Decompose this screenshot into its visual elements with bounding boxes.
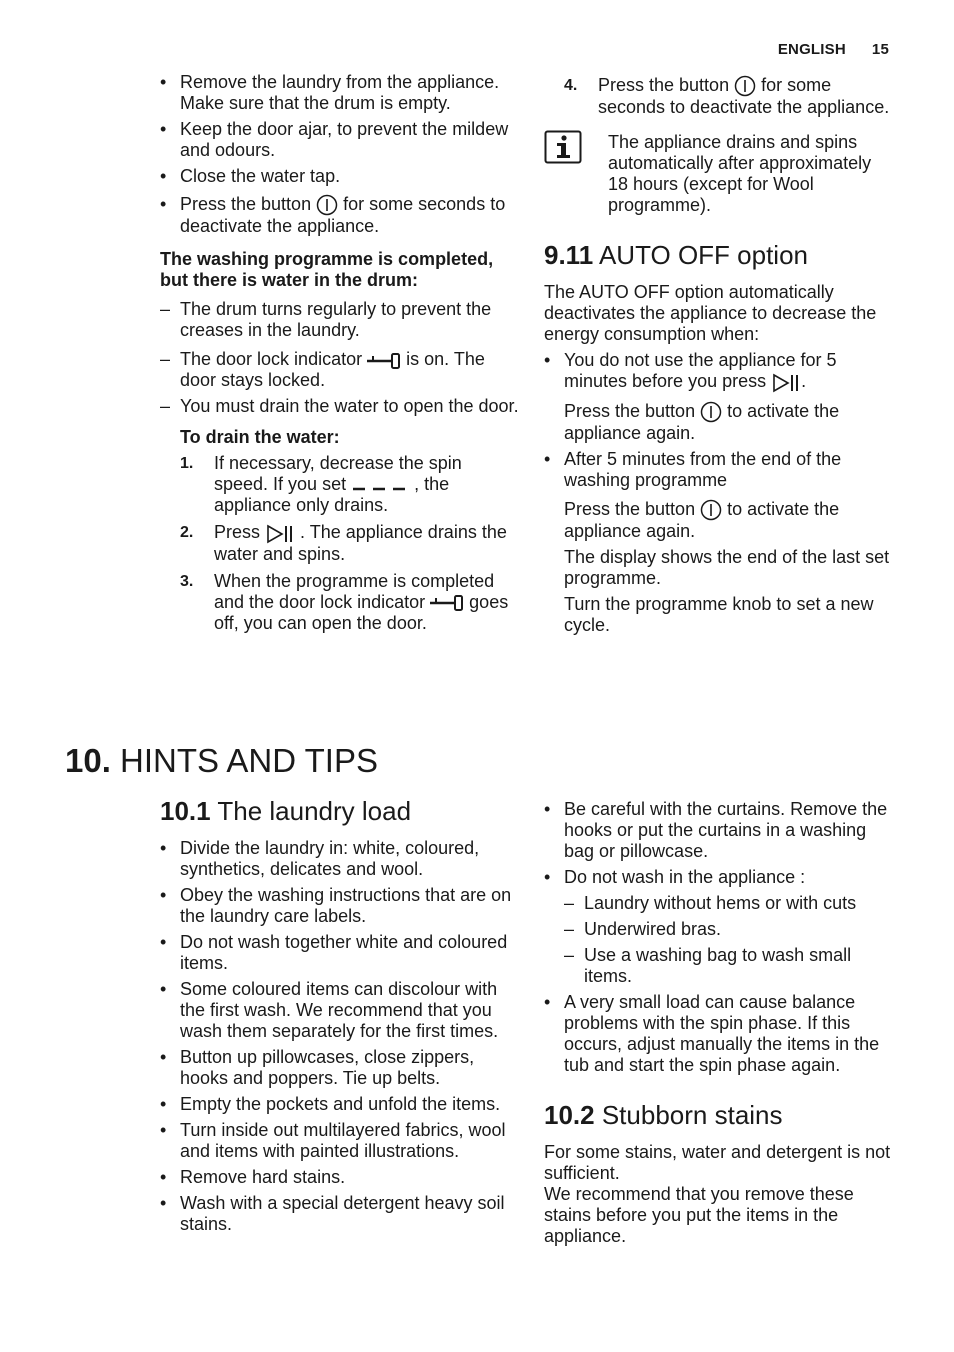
list-item-text: A very small load can cause balance problems with the spin phase. If this occurs, adjust manually the items in the tub and start the spin phase again. [564, 992, 880, 1075]
list-item [160, 1193, 520, 1235]
list-item-text: for some seconds to deactivate the appliance. [180, 194, 506, 237]
list-item [160, 1120, 520, 1162]
auto-off-intro: The AUTO OFF option automatically deactivates the appliance to decrease the energy consumption when: [544, 282, 877, 345]
list-item-text: Press the button [598, 75, 730, 95]
list-item-text: You must drain the water to open the door. [180, 396, 519, 417]
power-button-icon [700, 401, 722, 423]
list-item-text: Button up pillowcases, close zippers, hooks and poppers. Tie up belts. [180, 1047, 475, 1088]
list-item-text: Press the button [564, 498, 696, 519]
laundry-load-section [160, 796, 520, 1240]
list-item [564, 893, 896, 914]
list-item [160, 396, 520, 417]
step-number: 2. [180, 524, 194, 542]
info-icon [544, 130, 582, 164]
list-item [160, 194, 520, 237]
list-item-text: Wash with a special detergent heavy soil stains. [180, 1193, 505, 1234]
list-item-text: Obey the washing instructions that are on the laundry care labels. [180, 885, 512, 926]
list-item-text: After 5 minutes from the end of the washing programme [564, 448, 842, 490]
list-item [180, 571, 520, 634]
door-lock-indicator-icon [430, 595, 464, 611]
list-item-text: Press [214, 522, 261, 543]
stubborn-para-2: We recommend that you remove these stains before you put the items in the appliance. [544, 1184, 854, 1246]
language-label: ENGLISH [777, 41, 846, 58]
list-item [160, 119, 520, 161]
list-item-text: When the programme is completed and the door lock indicator [214, 570, 495, 612]
section-title-text: The laundry load [217, 796, 412, 826]
drain-only-dashes-icon [351, 480, 409, 492]
drum-water-subheading: The washing programme is completed, but there is water in the drum: [160, 249, 494, 291]
list-item [160, 349, 520, 391]
right-top-column [544, 75, 894, 641]
list-item [544, 867, 896, 888]
section-number: 10.2 [544, 1100, 595, 1130]
door-lock-indicator-icon [367, 353, 401, 369]
step-number: 3. [180, 572, 194, 590]
power-button-icon [316, 194, 338, 216]
list-item [160, 838, 520, 880]
list-item-text: The door lock indicator [180, 349, 363, 370]
section-title-stubborn-stains [544, 1100, 896, 1130]
page-header [778, 39, 889, 60]
list-item [544, 75, 894, 118]
section-number: 10.1 [160, 796, 211, 826]
chapter-number: 10. [65, 742, 111, 779]
drain-heading: To drain the water: [180, 427, 340, 448]
list-item [160, 932, 520, 974]
list-item-paragraph [544, 401, 894, 444]
list-item-text: You do not use the appliance for 5 minutes before you press [564, 350, 837, 392]
power-button-icon [734, 75, 756, 97]
list-item-text: . [801, 371, 807, 392]
list-item-paragraph [544, 499, 894, 542]
list-item-text: Do not wash in the appliance : [564, 867, 806, 887]
list-item [160, 72, 520, 114]
list-item [160, 166, 520, 187]
section-title-laundry-load [160, 796, 520, 826]
list-item-text: goes off, you can open the door. [214, 591, 509, 633]
list-item-text: Empty the pockets and unfold the items. [180, 1094, 501, 1114]
knob-text: Turn the programme knob to set a new cycle. [564, 594, 874, 635]
list-item-text: Underwired bras. [584, 919, 722, 939]
step-number: 1. [180, 455, 194, 473]
list-item-text: Turn inside out multilayered fabrics, wool and items with painted illustrations. [180, 1120, 506, 1161]
display-text: The display shows the end of the last set programme. [564, 547, 890, 588]
list-item [564, 945, 896, 987]
list-item [564, 919, 896, 940]
list-item-text: . The appliance drains the water and spins. [214, 522, 507, 564]
right-bottom-column [544, 799, 896, 1247]
list-item [160, 1094, 520, 1115]
list-item [544, 449, 894, 491]
list-item [160, 299, 520, 341]
section-title-text: AUTO OFF option [598, 240, 808, 271]
power-button-icon [700, 499, 722, 521]
list-item [544, 799, 896, 862]
list-item-text: , the appliance only drains. [214, 474, 450, 516]
info-text: The appliance drains and spins automatically after approximately 18 hours (except for Wool programme). [608, 132, 872, 216]
list-item-text: is on. The door stays locked. [180, 349, 485, 391]
list-item-text: Press the button [564, 400, 696, 421]
list-item-text: Keep the door ajar, to prevent the mildew and odours. [180, 119, 509, 160]
list-item-text: for some seconds to deactivate the appliance. [598, 75, 890, 118]
list-item-text: Close the water tap. [180, 166, 341, 186]
list-item-text: The drum turns regularly to prevent the creases in the laundry. [180, 299, 492, 341]
list-item [544, 992, 896, 1076]
list-item [544, 350, 894, 392]
list-item-text: to activate the appliance again. [564, 498, 840, 541]
list-item-text: Some coloured items can discolour with the first wash. We recommend that you wash them separately for the first times. [180, 979, 499, 1041]
list-item [180, 453, 520, 516]
step-number: 4. [564, 77, 578, 94]
donot-wash-list [544, 893, 896, 987]
list-item [160, 979, 520, 1042]
list-item-text: to activate the appliance again. [564, 400, 840, 443]
page-number: 15 [871, 41, 889, 58]
list-item-text: If necessary, decrease the spin speed. If you set [214, 453, 462, 495]
section-number: 9.11 [544, 240, 594, 271]
list-item [160, 885, 520, 927]
chapter-title-text: HINTS AND TIPS [120, 742, 378, 779]
list-item-text: Press the button [180, 194, 312, 214]
start-pause-icon [265, 524, 295, 544]
info-note [544, 132, 894, 216]
list-item-text: Be careful with the curtains. Remove the hooks or put the curtains in a washing bag or pillowcase. [564, 799, 888, 861]
list-item-text: Divide the laundry in: white, coloured, synthetics, delicates and wool. [180, 838, 480, 879]
chapter-title [65, 741, 378, 781]
list-item-text: Remove hard stains. [180, 1167, 346, 1187]
list-item-text: Do not wash together white and coloured items. [180, 932, 508, 973]
drain-steps [160, 453, 520, 633]
list-item-text: Use a washing bag to wash small items. [584, 945, 852, 986]
section-title-text: Stubborn stains [601, 1100, 783, 1130]
stubborn-para-1: For some stains, water and detergent is not sufficient. [544, 1142, 891, 1183]
list-item [160, 1167, 520, 1188]
start-pause-icon [771, 373, 801, 393]
list-item [160, 1047, 520, 1089]
list-item-text: Remove the laundry from the appliance. Make sure that the drum is empty. [180, 72, 500, 113]
left-top-column [160, 72, 520, 639]
section-title-auto-off [544, 240, 894, 270]
list-item [180, 522, 520, 564]
list-item-text: Laundry without hems or with cuts [584, 893, 857, 913]
